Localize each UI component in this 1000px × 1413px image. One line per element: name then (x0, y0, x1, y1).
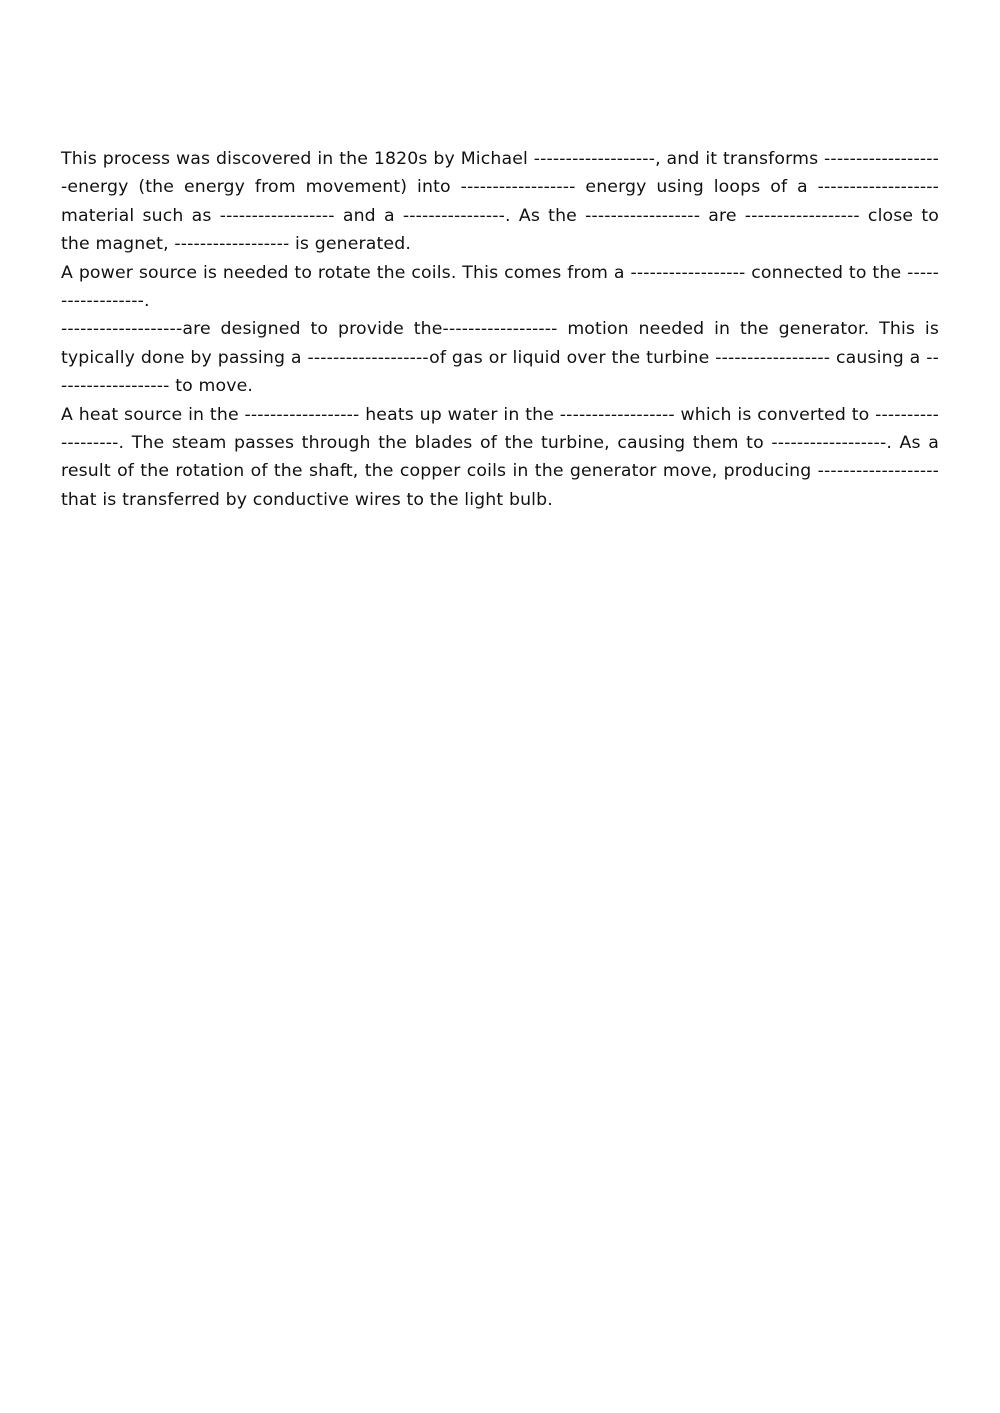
paragraph-power-source: A power source is needed to rotate the coils. This comes from a ------------------ connected to the ------------------. (61, 262, 939, 312)
paragraph-generator-principle: This process was discovered in the 1820s by Michael -------------------, and it transforms -------------------energy (the energy from movement) into ------------------ energy using loops of a -------------------material such as ------------------ and a ----------------. As the ------------------ are ------------------ close to the magnet, ------------------ is generated. (61, 149, 939, 255)
paragraph-heat-source: A heat source in the ------------------ heats up water in the ------------------ which is converted to -------------------. The steam passes through the blades of the turbine, causing them to ------------------. As a result of the rotation of the shaft, the copper coils in the generator move, producing -------------------that is transferred by conductive wires to the light bulb. (61, 404, 939, 510)
paragraph-turbines: -------------------are designed to provide the------------------ motion needed in the generator. This is typically done by passing a -------------------of gas or liquid over the turbine ------------------ causing a ------------------- to move. (61, 319, 939, 397)
worksheet-text (61, 145, 939, 514)
